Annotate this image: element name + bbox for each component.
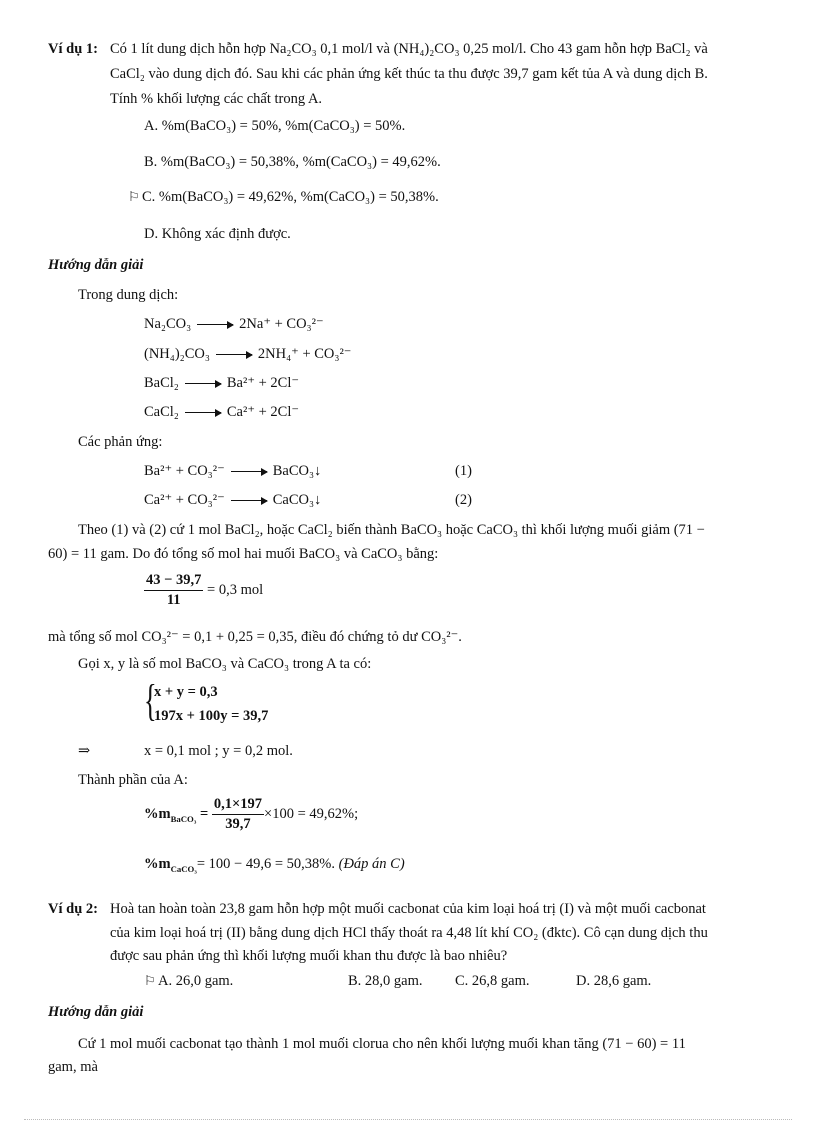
dissociation-2-rhs: 2NH₄⁺ + CO₃²⁻ <box>257 346 352 362</box>
example-2-line-1: Hoà tan hoàn toàn 23,8 gam hỗn hợp một muối cacbonat của kim loại hoá trị (I) và một muối cacbonat <box>110 901 706 917</box>
ex2-option-c: C. 26,8 gam. <box>455 973 530 989</box>
fraction-result: = 0,3 mol <box>207 581 264 598</box>
ex2-option-b: B. 28,0 gam. <box>348 973 423 989</box>
option-c-row <box>128 190 439 205</box>
in-solution-text: Trong dung dịch: <box>78 287 179 303</box>
guide-2-line-2: gam, mà <box>48 1059 98 1075</box>
percent-baco3-fraction <box>212 797 264 831</box>
dissociation-4 <box>144 405 299 420</box>
dissociation-2-lhs: (NH₄)₂CO₃ <box>144 346 210 362</box>
composition-label: Thành phần của A: <box>78 772 188 788</box>
percent-baco3-numerator: 0,1×197 <box>212 797 264 815</box>
option-c: C. %m(BaCO₃) = 49,62%, %m(CaCO₃) = 50,38%. <box>142 189 439 205</box>
dissociation-4-lhs: CaCl₂ <box>144 404 179 420</box>
dissociation-1-lhs: Na₂CO₃ <box>144 316 192 332</box>
arrow-right-icon <box>216 354 252 355</box>
fraction <box>144 573 203 607</box>
reaction-2-number: (2) <box>455 492 472 508</box>
guide-2-line-1: Cứ 1 mol muối cacbonat tạo thành 1 mol muối clorua cho nên khối lượng muối khan tăng (71 − 60) = 11 <box>78 1036 686 1052</box>
flag-icon: ⚐ <box>128 189 140 204</box>
theo-line-2: 60) = 11 gam. Do đó tổng số mol hai muối BaCO₃ và CaCO₃ bằng: <box>48 546 439 562</box>
flag-icon: ⚐ <box>144 973 156 988</box>
example-1-line-3: Tính % khối lượng các chất trong A. <box>110 91 323 107</box>
reaction-1-number: (1) <box>455 463 472 479</box>
option-d: D. Không xác định được. <box>144 226 291 242</box>
dissociation-2 <box>144 347 351 362</box>
total-co3-text: mà tổng số mol CO₃²⁻ = 0,1 + 0,25 = 0,35, điều đó chứng tỏ dư CO₃²⁻. <box>48 629 462 645</box>
arrow-right-icon <box>185 412 221 413</box>
reaction-1-rhs: BaCO₃↓ <box>272 463 322 479</box>
example-2-label: Ví dụ 2: <box>48 901 98 917</box>
mol-fraction <box>144 573 263 607</box>
percent-caco3-tail: = 100 − 49,6 = 50,38%. <box>196 856 335 872</box>
brace-icon: { <box>144 676 157 725</box>
arrow-right-icon <box>231 471 267 472</box>
ex2-option-a: A. 26,0 gam. <box>158 973 234 989</box>
reaction-2-rhs: CaCO₃↓ <box>272 492 322 508</box>
option-b: B. %m(BaCO₃) = 50,38%, %m(CaCO₃) = 49,62%. <box>144 154 441 170</box>
percent-caco3-label: $\%m_{CaCO_3}$ <box>144 856 197 874</box>
let-xy-text: Gọi x, y là số mol BaCO₃ và CaCO₃ trong A ta có: <box>78 656 372 672</box>
solution-xy: x = 0,1 mol ; y = 0,2 mol. <box>144 743 293 759</box>
arrow-right-icon <box>197 324 233 325</box>
percent-baco3-tail: ×100 = 49,62%; <box>264 805 359 822</box>
guide-1-heading: Hướng dẫn giải <box>48 257 144 273</box>
arrow-right-icon <box>231 500 267 501</box>
dissociation-4-rhs: Ca²⁺ + 2Cl⁻ <box>226 404 300 420</box>
dissociation-3-lhs: BaCl₂ <box>144 375 179 391</box>
example-2-line-3: được sau phản ứng thì khối lượng muối khan thu được là bao nhiêu? <box>110 948 508 964</box>
reaction-2-lhs: Ca²⁺ + CO₃²⁻ <box>144 492 225 508</box>
page-bottom-divider <box>24 1119 792 1120</box>
dissociation-3 <box>144 376 299 391</box>
example-1-label: Ví dụ 1: <box>48 41 98 57</box>
option-a: A. %m(BaCO₃) = 50%, %m(CaCO₃) = 50%. <box>144 118 406 134</box>
fraction-numerator: 43 − 39,7 <box>144 573 203 591</box>
equation-2: 197x + 100y = 39,7 <box>154 708 269 724</box>
implies-icon: ⇒ <box>78 743 91 759</box>
arrow-right-icon <box>185 383 221 384</box>
dissociation-3-rhs: Ba²⁺ + 2Cl⁻ <box>226 375 300 391</box>
example-2-line-2: của kim loại hoá trị (II) bằng dung dịch HCl thấy thoát ra 4,48 lít khí CO₂ (đktc). Cô cạn dung dịch thu <box>110 925 708 941</box>
reaction-1 <box>144 464 321 479</box>
guide-2-heading: Hướng dẫn giải <box>48 1004 144 1020</box>
theo-line-1: Theo (1) và (2) cứ 1 mol BaCl₂, hoặc CaCl₂ biến thành BaCO₃ hoặc CaCO₃ thì khối lượng muối giảm (71 − <box>78 522 705 538</box>
reaction-2 <box>144 493 321 508</box>
equation-system <box>144 676 344 731</box>
dissociation-1-rhs: 2Na⁺ + CO₃²⁻ <box>239 316 324 332</box>
percent-baco3-denominator: 39,7 <box>225 815 251 832</box>
reactions-label: Các phản ứng: <box>78 434 163 450</box>
answer-note: (Đáp án C) <box>338 856 405 872</box>
percent-caco3 <box>144 857 405 872</box>
fraction-denominator: 11 <box>166 591 181 608</box>
equation-1: x + y = 0,3 <box>154 684 218 700</box>
reaction-1-lhs: Ba²⁺ + CO₃²⁻ <box>144 463 225 479</box>
example-1-line-1: Có 1 lít dung dịch hỗn hợp Na₂CO₃ 0,1 mol/l và (NH₄)₂CO₃ 0,25 mol/l. Cho 43 gam hỗn hợp BaCl₂ và <box>110 41 708 57</box>
percent-baco3-label: $\%m_{BaCO_3}$ = <box>144 805 209 824</box>
ex2-option-d: D. 28,6 gam. <box>576 973 652 989</box>
ex2-option-a-row <box>144 974 233 989</box>
percent-baco3 <box>144 797 358 831</box>
dissociation-1 <box>144 317 324 332</box>
example-1-line-2: CaCl₂ vào dung dịch đó. Sau khi các phản ứng kết thúc ta thu được 39,7 gam kết tủa A và dung dịch B. <box>110 66 708 82</box>
